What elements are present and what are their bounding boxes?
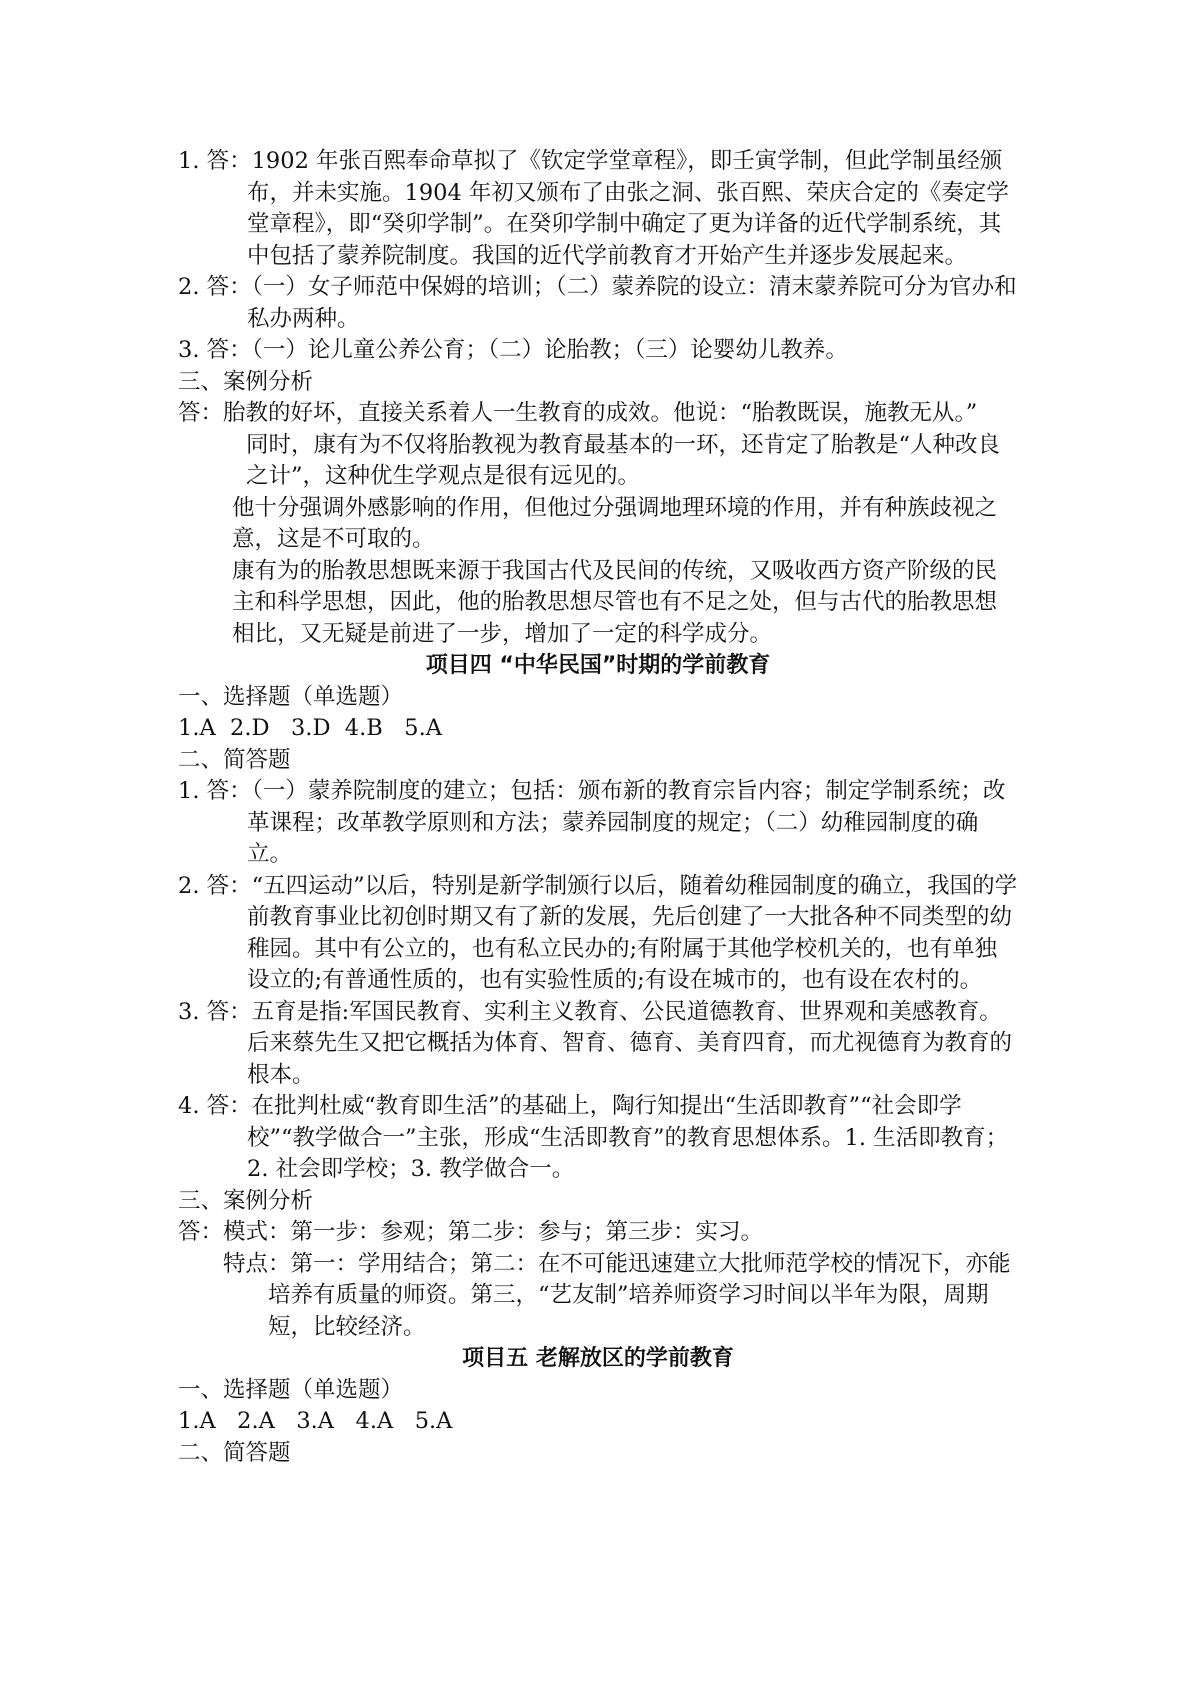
case-answer: 答：胎教的好坏，直接关系着人一生教育的成效。他说：“胎教既误，施教无从。” (178, 400, 978, 426)
choice-answers: 1.A 2.A 3.A 4.A 5.A (178, 1408, 453, 1434)
section-heading: 三、案例分析 (178, 368, 314, 395)
choice-answers: 1.A 2.D 3.D 4.B 5.A (178, 715, 442, 741)
section-heading: 一、选择题（单选题） (178, 683, 404, 710)
case-answer: 答：模式：第一步：参观；第二步：参与；第三步：实习。 (178, 1219, 764, 1245)
section-title: 项目五 老解放区的学前教育 (462, 1346, 734, 1371)
answer-item: 2. 答：“五四运动”以后，特别是新学制颁行以后，随着幼稚园制度的确立，我国的学前教育事业比初创时期又有了新的发展，先后创建了一大批各种不同类型的幼稚园。其中有公立的，也有私立民办的;有附属于其他学校机关的，也有单独设立的;有普通性质的，也有实验性质的;有设在城市的，也有设在农村的。 (178, 872, 1018, 993)
answer-key-content (178, 146, 1018, 1469)
section-heading: 一、选择题（单选题） (178, 1376, 404, 1403)
section-heading: 二、简答题 (178, 746, 291, 773)
answer-item: 3. 答：（一）论儿童公养公育；（二）论胎教；（三）论婴幼儿教养。 (178, 337, 848, 363)
case-answer: 康有为的胎教思想既来源于我国古代及民间的传统，又吸收西方资产阶级的民主和科学思想，因此，他的胎教思想尽管也有不足之处，但与古代的胎教思想相比，又无疑是前进了一步，增加了一定的科学成分。 (232, 557, 998, 647)
answer-item: 3. 答：五育是指:军国民教育、实利主义教育、公民道德教育、世界观和美感教育。后来蔡先生又把它概括为体育、智育、德育、美育四育，而尤视德育为教育的根本。 (178, 998, 1013, 1088)
case-answer: 同时，康有为不仅将胎教视为教育最基本的一环，还肯定了胎教是“人种改良之计”，这种优生学观点是很有远见的。 (246, 431, 1001, 489)
answer-item: 2. 答：（一）女子师范中保姆的培训；（二）蒙养院的设立：清末蒙养院可分为官办和私办两种。 (178, 274, 1017, 332)
section-heading: 二、简答题 (178, 1439, 291, 1466)
answer-item: 1. 答：（一）蒙养院制度的建立；包括：颁布新的教育宗旨内容；制定学制系统；改革课程；改革教学原则和方法；蒙养园制度的规定；（二）幼稚园制度的确立。 (178, 778, 1006, 867)
section-heading: 三、案例分析 (178, 1187, 314, 1214)
answer-item: 1. 答：1902 年张百熙奉命草拟了《钦定学堂章程》，即壬寅学制，但此学制虽经颁布，并未实施。1904 年初又颁布了由张之洞、张百熙、荣庆合定的《奏定学堂章程》，即“癸卯学制”。在癸卯学制中确定了更为详备的近代学制系统，其中包括了蒙养院制度。我国的近代学前教育才开始产生并逐步发展起来。 (178, 148, 1009, 269)
answer-item: 4. 答：在批判杜威“教育即生活”的基础上，陶行知提出“生活即教育”“社会即学校”“教学做合一”主张，形成“生活即教育”的教育思想体系。1. 生活即教育；2. 社会即学校；3. 教学做合一。 (178, 1093, 1009, 1182)
section-title: 项目四 “中华民国”时期的学前教育 (425, 653, 771, 678)
case-answer: 特点：第一：学用结合；第二：在不可能迅速建立大批师范学校的情况下，亦能培养有质量的师资。第三，“艺友制”培养师资学习时间以半年为限，周期短，比较经济。 (223, 1250, 1011, 1340)
case-answer: 他十分强调外感影响的作用，但他过分强调地理环境的作用，并有种族歧视之意，这是不可取的。 (232, 494, 998, 552)
